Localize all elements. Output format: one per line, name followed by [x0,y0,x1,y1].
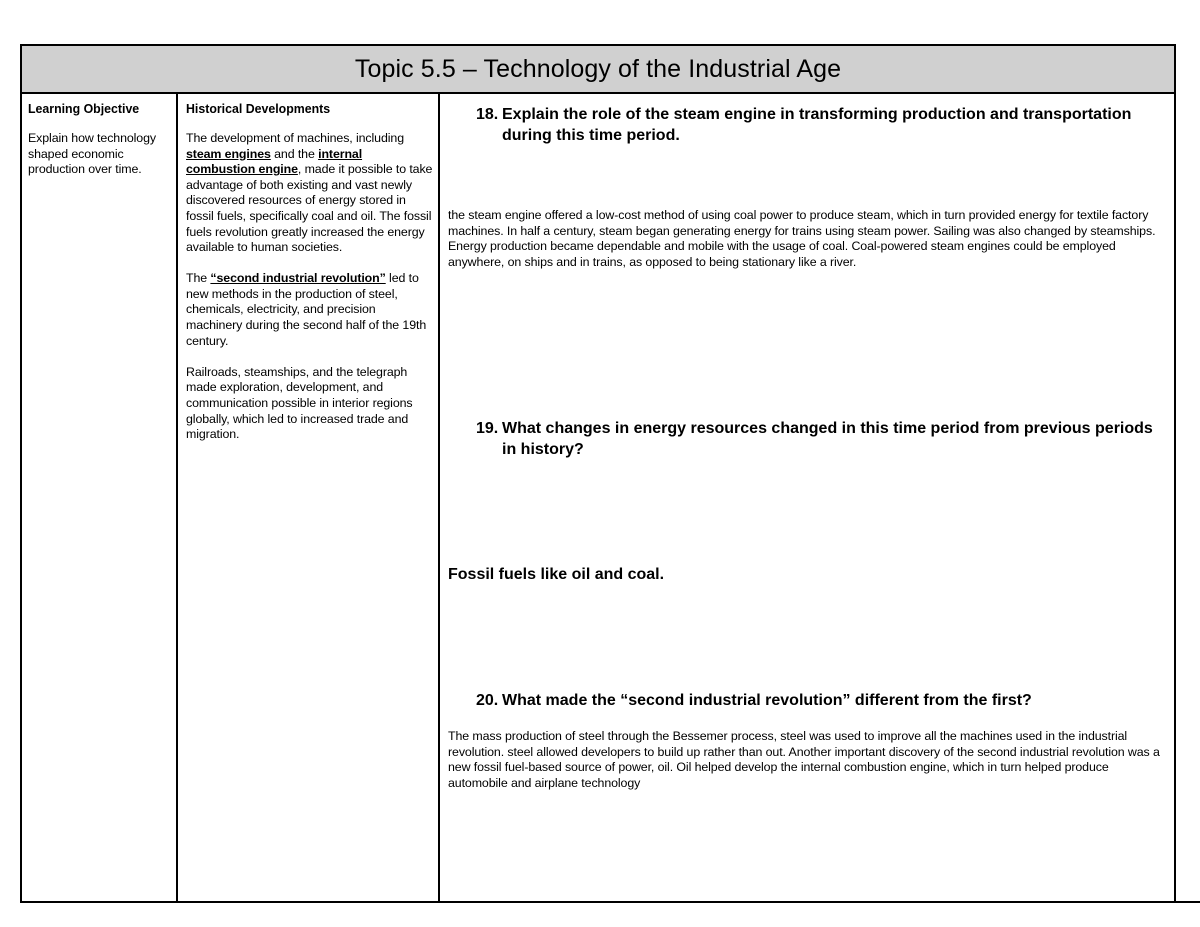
text-span: and the [270,146,319,161]
learning-objective-heading: Learning Objective [28,101,140,116]
answer-19: Fossil fuels like oil and coal. [448,566,665,583]
development-paragraph-railroads: Railroads, steamships, and the telegraph made exploration, development, and communication possible in interior regions globally, which led to increased trade and migration. [186,364,413,442]
question-number: 18. [476,106,499,123]
worksheet-table [20,44,1176,903]
question-text: What changes in energy resources changed in this time period from previous periods in history? [502,420,1153,458]
development-paragraph-second-revolution [186,271,434,349]
learning-objective-column [22,94,178,903]
historical-developments-text [186,131,434,443]
answer-20: The mass production of steel through the Bessemer process, steel was used to improve all the machines used in the industrial revolution. steel allowed developers to build up rather than out. Another important discovery of the second industrial revolution was a new fossil fuel-based source of power, oil. Oil helped develop the internal combustion engine, which in turn helped produce automobile and airplane technology [448,729,1160,790]
bottom-border [20,901,1200,903]
page-title: Topic 5.5 – Technology of the Industrial Age [22,46,1174,94]
development-paragraph-machines [186,131,434,256]
question-number: 20. [476,692,499,709]
term-steam-engines: steam engines [186,146,271,161]
historical-developments-heading: Historical Developments [186,101,331,116]
historical-developments-column [178,94,440,903]
question-number: 19. [476,420,499,437]
learning-objective-text: Explain how technology shaped economic production over time. [28,131,156,177]
answer-18: the steam engine offered a low-cost method of using coal power to produce steam, which in turn provided energy for textile factory machines. In half a century, steam began generating energy for trains using steam power. Sailing was also changed by steamships. Energy production became dependable and mobile with the usage of coal. Coal-powered steam engines could be employed anywhere, on ships and in trains, as opposed to being stationary like a river. [448,208,1156,269]
text-span: , made it possible to take advantage of both existing and vast newly discovered resources of energy stored in fossil fuels, specifically coal and oil. The fossil fuels revolution greatly increased the energy available to human societies. [186,162,433,255]
question-19 [476,418,1156,460]
term-second-industrial-revolution: “second industrial revolution” [210,271,386,286]
question-text: Explain the role of the steam engine in transforming production and transportation during this time period. [502,106,1132,144]
text-span: The [186,271,211,286]
question-20 [476,690,1156,711]
text-span: The development of machines, including [186,131,404,145]
questions-column [440,94,1174,903]
text-span: led to new methods in the production of steel, chemicals, electricity, and precision machinery during the second half of the 19th century. [186,271,427,348]
term-internal-combustion-engine: internal combustion engine [186,146,363,177]
question-text: What made the “second industrial revolution” different from the first? [502,692,1032,709]
question-18 [476,104,1156,146]
